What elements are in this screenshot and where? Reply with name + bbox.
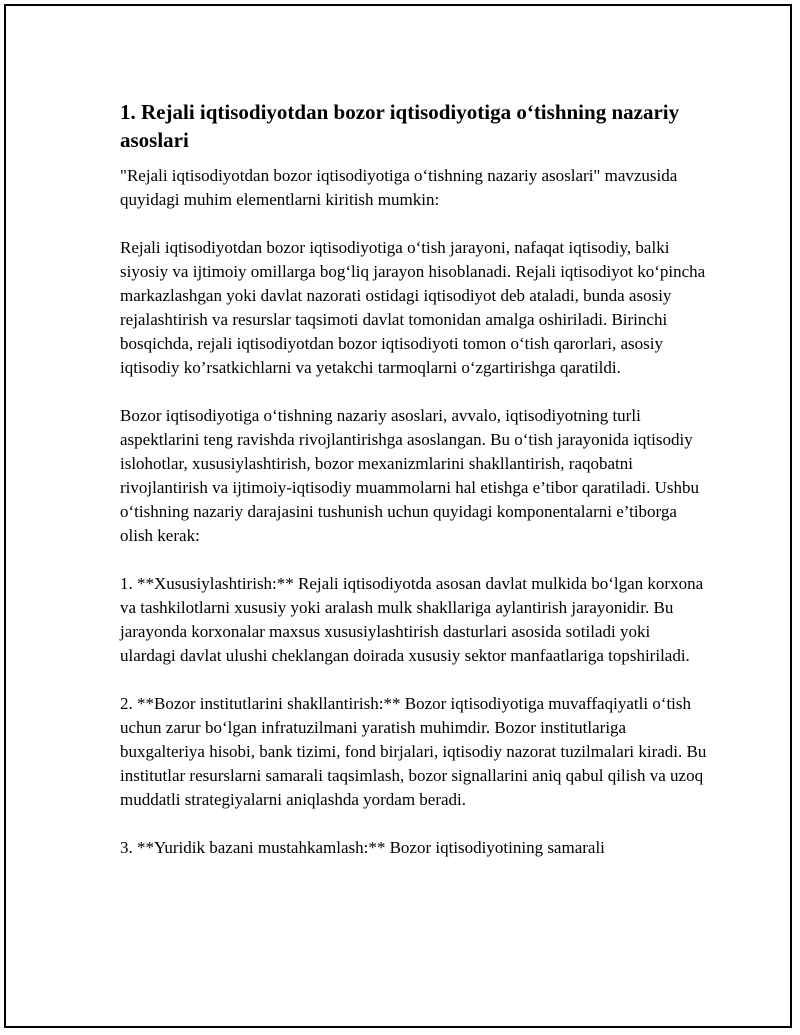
spacer xyxy=(120,380,710,404)
list-item-legal-basis: 3. **Yuridik bazani mustahkamlash:** Bozor iqtisodiyotining samarali xyxy=(120,838,605,857)
spacer xyxy=(120,668,710,692)
document-body xyxy=(120,98,710,860)
list-item-market-institutions: 2. **Bozor institutlarini shakllantirish:** Bozor iqtisodiyotiga muvaffaqiyatli o‘tish uchun zarur bo‘lgan infratuzilmani yaratish muhimdir. Bozor institutlariga buxgalteriya hisobi, bank tizimi, fond birjalari, iqtisodiy nazorat tuzilmalari kiradi. Bu institutlar resurslarni samarali taqsimlash, bozor signallarini aniq qabul qilish va uzoq muddatli strategiyalarni aniqlashda yordam beradi. xyxy=(120,694,707,809)
paragraph-theoretical-basis: Bozor iqtisodiyotiga o‘tishning nazariy asoslari, avvalo, iqtisodiyotning turli aspektlarini teng ravishda rivojlantirishga asoslangan. Bu o‘tish jarayonida iqtisodiy islohotlar, xususiylashtirish, bozor mexanizmlarini shakllantirish, raqobatni rivojlantirish va ijtimoiy-iqtisodiy muammolarni hal etishga e’tibor qaratiladi. Ushbu o‘tishning nazariy darajasini tushunish uchun quyidagi komponentalarni e’tiborga olish kerak: xyxy=(120,406,700,545)
page-frame xyxy=(4,4,792,1028)
section-heading: 1. Rejali iqtisodiyotdan bozor iqtisodiyotiga o‘tishning nazariy asoslari xyxy=(120,100,680,152)
paragraph-planned-economy: Rejali iqtisodiyotdan bozor iqtisodiyotiga o‘tish jarayoni, nafaqat iqtisodiy, balki siyosiy va ijtimoiy omillarga bog‘liq jarayon hisoblanadi. Rejali iqtisodiyot ko‘pincha markazlashgan yoki davlat nazorati ostidagi iqtisodiyot deb ataladi, bunda asosiy rejalashtirish va resurslar taqsimoti davlat tomonidan amalga oshiriladi. Birinchi bosqichda, rejali iqtisodiyotdan bozor iqtisodiyoti tomon o‘tish qarorlari, asosiy iqtisodiy ko’rsatkichlarni va yetakchi tarmoqlarni o‘zgartirishga qaratildi. xyxy=(120,238,706,377)
intro-paragraph: "Rejali iqtisodiyotdan bozor iqtisodiyotiga o‘tishning nazariy asoslari" mavzusida quyidagi muhim elementlarni kiritish mumkin: xyxy=(120,166,678,209)
list-item-privatization: 1. **Xususiylashtirish:** Rejali iqtisodiyotda asosan davlat mulkida bo‘lgan korxona va tashkilotlarni xususiy yoki aralash mulk shakllariga aylantirish jarayonidir. Bu jarayonda korxonalar maxsus xususiylashtirish dasturlari asosida sotiladi yoki ulardagi davlat ulushi cheklangan doirada xususiy sektor manfaatlariga topshiriladi. xyxy=(120,574,704,665)
spacer xyxy=(120,154,710,164)
spacer xyxy=(120,212,710,236)
spacer xyxy=(120,548,710,572)
spacer xyxy=(120,812,710,836)
